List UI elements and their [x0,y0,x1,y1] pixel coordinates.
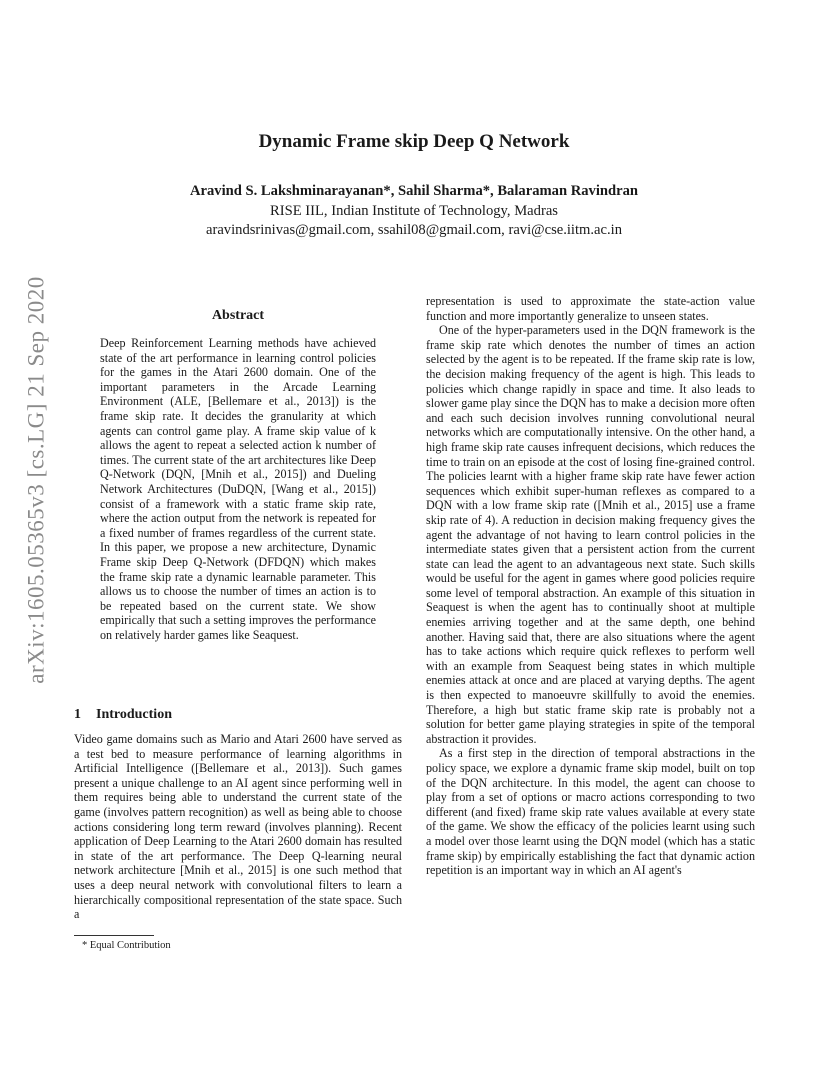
footnote: * Equal Contribution [82,940,171,951]
paragraph-dynamic-model: As a first step in the direction of temporal abstractions in the policy space, we explore a dynamic frame skip model, built on top of the DQN architecture. In this model, the agent can choose to play from a set of options or macro actions corresponding to two different (and fixed) frame skip rate values available at every state of the game. We show the efficacy of the policies learnt using such a model over those learnt using the DQN model (which has a static frame skip) by empirically establishing the fact that dynamic action repetition is an important way in which an AI agent's [426,746,755,878]
author-emails: aravindsrinivas@gmail.com, ssahil08@gmail.com, ravi@cse.iitm.ac.in [205,222,622,238]
paragraph-frame-skip: One of the hyper-parameters used in the DQN framework is the frame skip rate which denotes the number of times an action selected by the agent is to be repeated. If the frame skip rate is low, the decision making frequency of the agent is high. This leads to policies which change rapidly in space and time. It also leads to slower game play since the DQN has to make a decision more often and each such decision involves running convolutional neural networks which are computationally intensive. On the other hand, a high frame skip rate causes infrequent decisions, which reduces the time to train on an episode at the cost of losing fine-grained control. The policies learnt with a higher frame skip rate have fewer action sequences which exhibit super-human reflexes as compared to a DQN with a low frame skip rate ([Mnih et al., 2015] use a frame skip rate of 4). A reduction in decision making frequency gives the agent the advantage of not having to learn control policies in the intermediate states given that a persistent action from the current state can lead the agent to an advantageous next state. Such skills would be useful for the agent in games where good policies require some level of temporal abstraction. An example of this situation in Seaquest is when the agent has to continually shoot at multiple enemies arriving together and at the same depth, one behind another. Having said that, there are also situations where the agent has to take actions which require quick reflexes to perform well with an example from Seaquest being states in which multiple enemies attack at once and are placed at varying depths. The agent is then expected to manoeuvre skillfully to avoid the enemies. Therefore, a high but static frame skip rate is probably not a solution for better game playing strategies in spite of the temporal abstraction it provides. [426,323,755,746]
author-list: Aravind S. Lakshminarayanan*, Sahil Sharma*, Balaraman Ravindran [189,183,639,199]
paper-title: Dynamic Frame skip Deep Q Network [258,131,570,152]
introduction-body [74,732,402,922]
abstract-text: Deep Reinforcement Learning methods have achieved state of the art performance in learning control policies for the games in the Atari 2600 domain. One of the important parameters in the Arcade Learning Environment (ALE, [Bellemare et al., 2013]) is the frame skip rate. It decides the granularity at which agents can control game play. A frame skip value of k allows the agent to repeat a selected action k number of times. The current state of the art architectures like Deep Q-Network (DQN, [Mnih et al., 2015]) and Dueling Network Architectures (DuDQN, [Wang et al., 2015]) consist of a framework with a static frame skip rate, where the action output from the network is repeated for a fixed number of frames regardless of the current state. In this paper, we propose a new architecture, Dynamic Frame skip Deep Q-Network (DFDQN) which makes the frame skip rate a dynamic learnable parameter. This allows us to choose the number of times an action is to be repeated based on the current state. We show empirically that such a setting improves the performance on relatively harder games like Seaquest. [100,336,376,642]
section-title: Introduction [96,707,172,722]
section-number: 1 [74,707,81,722]
arxiv-identifier: arXiv:1605.05365v3 [cs.LG] 21 Sep 2020 [24,276,49,684]
paragraph-continuation: representation is used to approximate the state-action value function and more importantly generalize to unseen states. [426,294,755,323]
affiliation: RISE IIL, Indian Institute of Technology, Madras [270,203,558,219]
right-column [426,294,755,878]
arxiv-watermark [12,276,62,684]
introduction-paragraph: Video game domains such as Mario and Atari 2600 have served as a test bed to measure performance of learning algorithms in Artificial Intelligence ([Bellemare et al., 2013]). Such games present a unique challenge to an AI agent since performing well in them requires being able to understand the current state of the game (involves pattern recognition) as well as being able to choose actions considering long term reward (involves planning). Recent application of Deep Learning to the Atari 2600 domain has resulted in state of the art performance. The Deep Q-learning neural network architecture [Mnih et al., 2015] is one such method that uses a deep neural network with convolutional filters to learn a hierarchically compositional representation of the state space. Such a [74,732,402,922]
abstract-body [100,336,376,642]
footnote-rule [74,935,154,936]
section-heading [74,706,172,724]
abstract-heading: Abstract [211,308,265,323]
